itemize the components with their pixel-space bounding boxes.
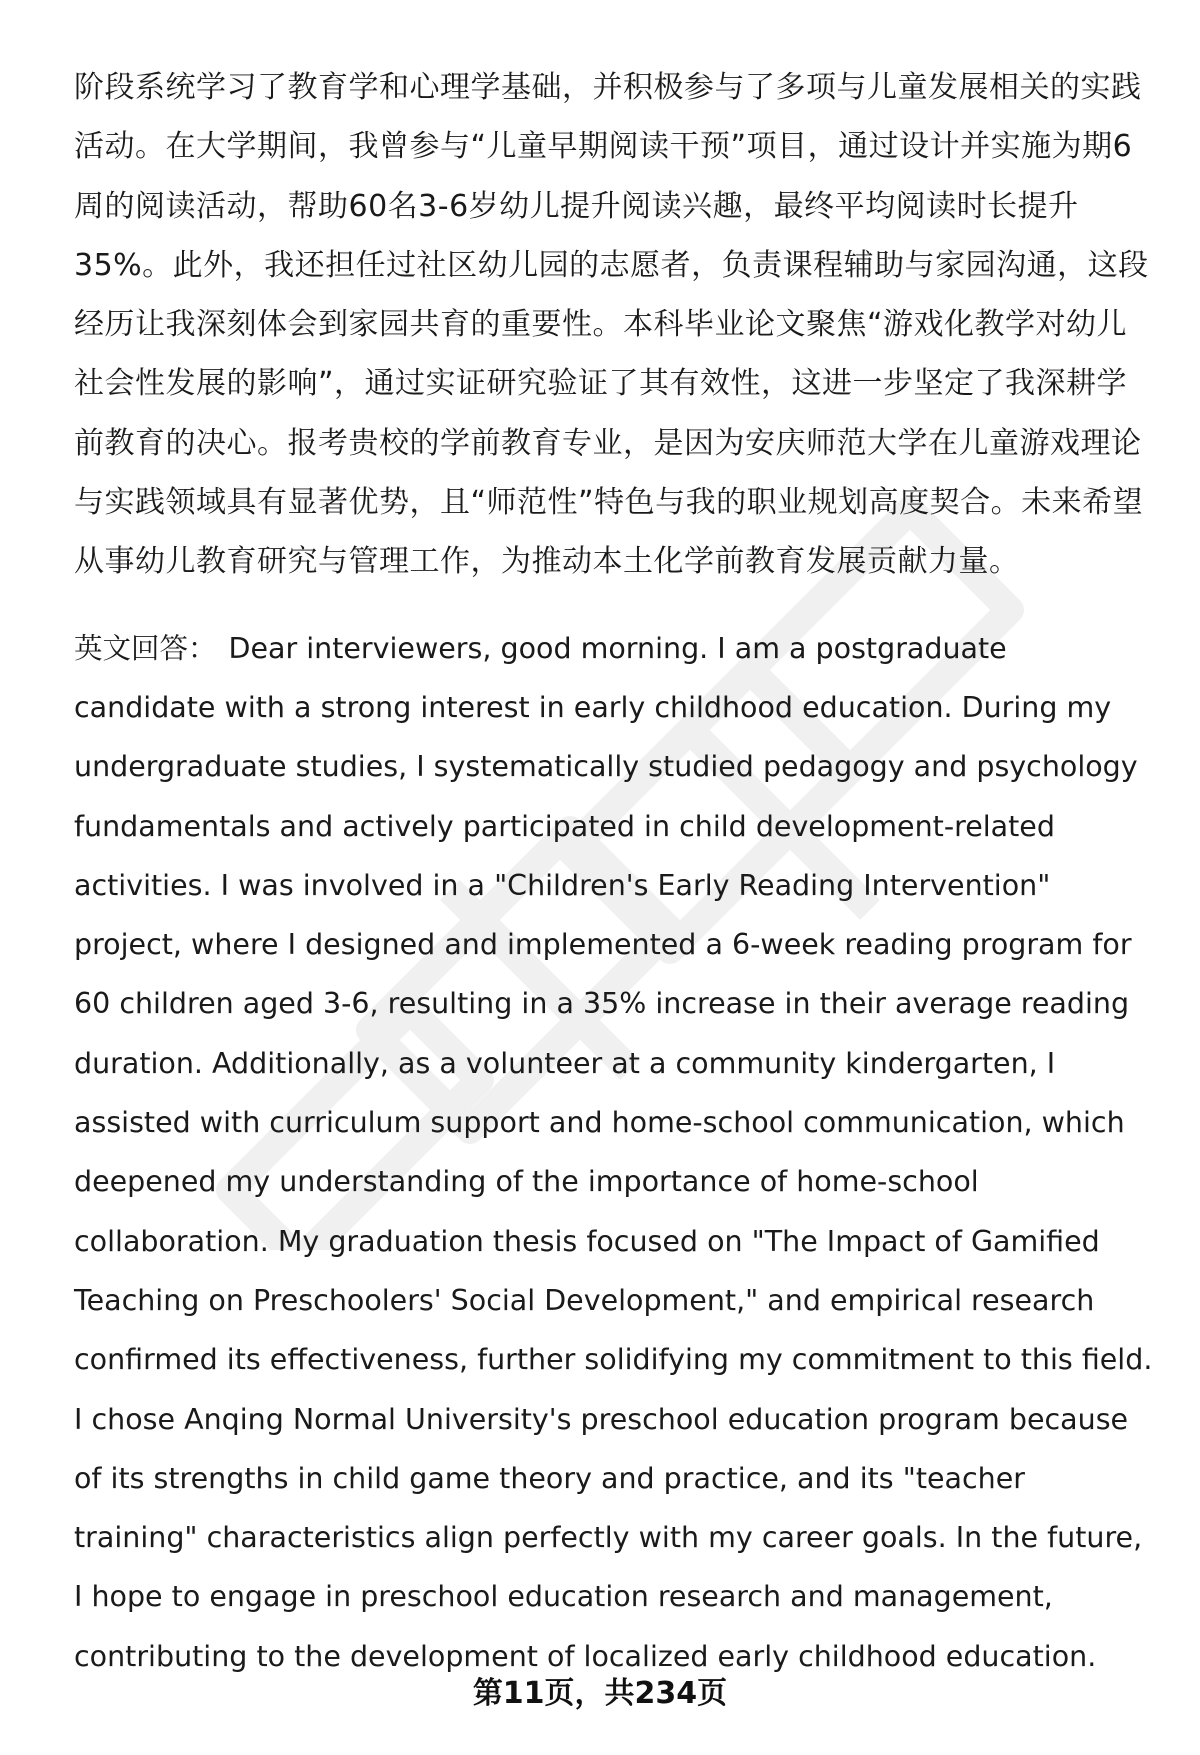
english-answer-paragraph: Dear interviewers, good morning. I am a postgraduate candidate with a strong interest in early childhood education. During my undergraduate studies, I systematically studied pedagogy and psychology fundamentals and actively participated in child development-related activities. I was involved in a "Children's Early Reading Intervention" project, where I designed and implemented a 6-week reading program for 60 children aged 3-6, resulting in a 35% increase in their average reading duration. Additionally, as a volunteer at a community kindergarten, I assisted with curriculum support and home-school communication, which deepened my understanding of the importance of home-school collaboration. My graduation thesis focused on "The Impact of Gamified Teaching on Preschoolers' Social Development," and empirical research confirmed its effectiveness, further solidifying my commitment to this field. I chose Anqing Normal University's preschool education program because of its strengths in child game theory and practice, and its "teacher training" characteristics align perfectly with my career goals. In the future, I hope to engage in preschool education research and management, contributing to the development of localized early childhood education. (74, 631, 1153, 1673)
page-number-footer: 第11页，共234页 (472, 1676, 728, 1711)
chinese-answer-paragraph: 阶段系统学习了教育学和心理学基础，并积极参与了多项与儿童发展相关的实践活动。在大学期间，我曾参与“儿童早期阅读干预”项目，通过设计并实施为期6周的阅读活动，帮助60名3-6岁幼儿提升阅读兴趣，最终平均阅读时长提升35%。此外，我还担任过社区幼儿园的志愿者，负责课程辅助与家园沟通，这段经历让我深刻体会到家园共育的重要性。本科毕业论文聚焦“游戏化教学对幼儿社会性发展的影响”，通过实证研究验证了其有效性，这进一步坚定了我深耕学前教育的决心。报考贵校的学前教育专业，是因为安庆师范大学在儿童游戏理论与实践领域具有显著优势，且“师范性”特色与我的职业规划高度契合。未来希望从事幼儿教育研究与管理工作，为推动本土化学前教育发展贡献力量。 (74, 70, 1149, 580)
english-answer-block (74, 619, 1154, 1686)
document-body (74, 58, 1154, 1686)
english-answer-label: 英文回答： (74, 631, 217, 665)
